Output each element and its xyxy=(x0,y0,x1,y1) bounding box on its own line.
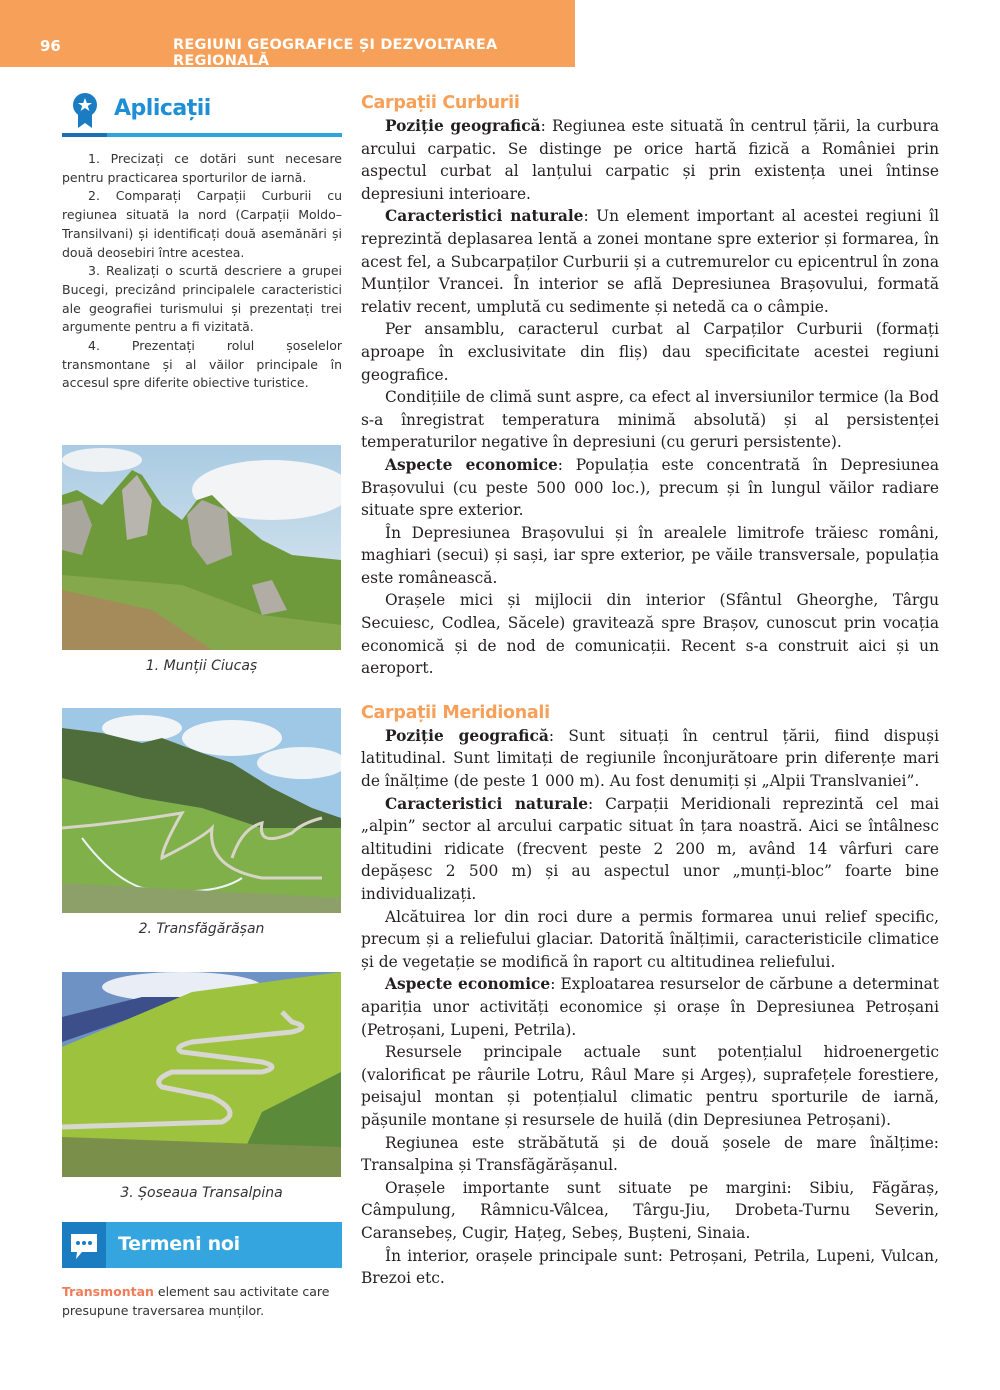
termeni-noi-title: Termeni noi xyxy=(118,1233,240,1255)
figure-caption: 2. Transfăgărășan xyxy=(138,921,265,937)
photo-muntii-ciucas xyxy=(62,445,341,650)
label-caracteristici: Caracteristici naturale xyxy=(385,794,588,813)
termeni-icon-container xyxy=(62,1222,106,1268)
termeni-definition xyxy=(62,1282,352,1320)
figure-muntii-ciucas xyxy=(62,445,341,674)
figure-caption: 1. Munții Ciucaș xyxy=(145,658,258,674)
paragraph: Condițiile de climă sunt aspre, ca efect al inversiunilor termice (la Bod s-a înregistrat temperatura minimă absolută) și al persistenței temperaturilor negative în depresiuni (cu geruri persistente). xyxy=(361,388,939,452)
main-text-column xyxy=(361,92,939,1290)
section-title-meridionali: Carpații Meridionali xyxy=(361,702,550,723)
chapter-title: REGIUNI GEOGRAFICE ȘI DEZVOLTAREA REGIONALĂ xyxy=(173,37,498,69)
photo-transfagarasan xyxy=(62,708,341,913)
label-economice: Aspecte economice xyxy=(385,455,558,474)
figure-transalpina xyxy=(62,972,341,1201)
paragraph xyxy=(361,205,939,318)
award-ribbon-icon xyxy=(72,93,98,129)
aplicatii-header xyxy=(62,90,342,134)
termeni-noi-header xyxy=(62,1222,342,1268)
paragraph: Alcătuirea lor din roci dure a permis formarea unui relief specific, precum și a reliefului glaciar. Datorită înălțimii, caracteristicile climatice și de vegetație se modifică în raport cu altitudinea reliefului. xyxy=(361,907,939,971)
label-pozitie: Poziție geografică xyxy=(385,726,549,745)
speech-bubble-icon xyxy=(62,1222,106,1268)
text-pozitie: : Regiunea este situată în centrul țării, la curbura arcului carpatic. Se distinge pe orice hartă fizică a României prin aspectul curbat al lanțului carpatic și prin existența unei întinse depresiuni interioare. xyxy=(361,117,940,203)
aplicatii-title: Aplicații xyxy=(114,96,211,121)
text-caracteristici: : Carpații Meridionali reprezintă cel mai „alpin” sector al arcului carpatic situat în țara noastră. Aici se întâlnesc altitudini ridicate (frecvent peste 2 200 m, având 14 vârfuri care depășesc 2 500 m) și au aspectul unor „munți-bloc” foarte bine individualizați. xyxy=(361,794,939,903)
aplicatii-item: 4. Prezentați rolul șoselelor transmontane și al văilor principale în accesul spre diferite obiective turistice. xyxy=(62,338,342,391)
page-number: 96 xyxy=(40,37,61,55)
text-caracteristici: : Un element important al acestei regiuni îl reprezintă deplasarea lentă a zonei montane spre exterior și formarea, în acest fel, a Subcarpaților Curburii și a cutremurelor cu epicentrul în zona Munților Vrancei. În interior se află Depresiunea Brașovului, formată relativ recent, umplută cu sedimente și netedă ca o câmpie. xyxy=(361,207,939,316)
text-pozitie: : Sunt situați în centrul țării, fiind dispuși latitudinal. Sunt limitați de regiunile înconjurătoare prin diferențe mari de înălțime (de peste 1 000 m). Au fost denumiți și „Alpii Translvaniei”. xyxy=(361,726,939,791)
paragraph xyxy=(361,725,939,793)
text-economice: : Exploatarea resurselor de cărbune a determinat apariția unor activități economice și orașe în Depresiunea Petroșani (Petroșani, Lupeni, Petrila). xyxy=(361,975,939,1039)
term-definition: element sau activitate care presupune traversarea munților. xyxy=(62,1284,330,1318)
aplicatii-divider xyxy=(62,133,342,137)
term-word: Transmontan xyxy=(62,1284,154,1299)
section-title-curburii: Carpații Curburii xyxy=(361,93,520,113)
text-economice: : Populația este concentrată în Depresiunea Brașovului (cu peste 500 000 loc.), precum și în lungul văilor radiare situate spre exterior. xyxy=(361,455,940,520)
paragraph: În Depresiunea Brașovului și în arealele limitrofe trăiesc români, maghiari (secui) și sași, iar spre exterior, pe văile transversale, populația este românească. xyxy=(361,523,939,587)
paragraph: Orașele mici și mijlocii din interior (Sfântul Gheorghe, Târgu Secuiesc, Codlea, Săcele) gravitează spre Brașov, cunoscut prin vocația economică și de nod de comunicații. Recent s-a construit aici și un aeroport. xyxy=(361,591,939,678)
paragraph xyxy=(361,793,939,906)
aplicatii-item: 3. Realizați o scurtă descriere a grupei Bucegi, precizând principalele caracteristici ale geografiei turismului și prezentați trei argumente pentru a fi vizitată. xyxy=(62,263,342,335)
label-caracteristici: Caracteristici naturale xyxy=(385,207,584,226)
paragraph: Regiunea este străbătută și de două șosele de mare înălțime: Transalpina și Transfăgărășanul. xyxy=(361,1133,939,1175)
paragraph: Orașele importante sunt situate pe margini: Sibiu, Făgăraș, Câmpulung, Râmnicu-Vâlcea, Târgu-Jiu, Drobeta-Turnu Severin, Caransebeș, Cugir, Hațeg, Sebeș, Bușteni, Sinaia. xyxy=(361,1178,939,1242)
figure-caption: 3. Șoseaua Transalpina xyxy=(120,1185,283,1201)
photo-transalpina xyxy=(62,972,341,1177)
header-band xyxy=(0,0,575,67)
figure-transfagarasan xyxy=(62,708,341,937)
aplicatii-list xyxy=(62,150,342,393)
paragraph: Resursele principale actuale sunt potențialul hidroenergetic (valorificat pe râurile Lotru, Râul Mare și Argeș), suprafețele forestiere, peisajul montan și potențialul climatic pentru sporturile de iarnă, pășunile montane și resursele de huilă (din Depresiunea Petroșani). xyxy=(361,1043,939,1129)
section-spacer xyxy=(361,680,939,702)
label-pozitie: Poziție geografică xyxy=(385,117,541,135)
paragraph xyxy=(361,115,939,205)
paragraph xyxy=(361,454,939,522)
aplicatii-item: 2. Comparați Carpații Curburii cu regiunea situată la nord (Carpații Moldo–Transilvani) și identificați două asemănări și două deosebiri între acestea. xyxy=(62,188,342,260)
aplicatii-item: 1. Precizați ce dotări sunt necesare pentru practicarea sporturilor de iarnă. xyxy=(62,151,342,185)
paragraph: Per ansamblu, caracterul curbat al Carpaților Curburii (formați aproape în exclusivitate din fliș) dau specificitate acestei regiuni geografice. xyxy=(361,320,939,384)
paragraph xyxy=(361,973,939,1041)
label-economice: Aspecte economice xyxy=(385,975,551,994)
paragraph: În interior, orașele principale sunt: Petroșani, Petrila, Lupeni, Vulcan, Brezoi etc. xyxy=(361,1246,939,1288)
